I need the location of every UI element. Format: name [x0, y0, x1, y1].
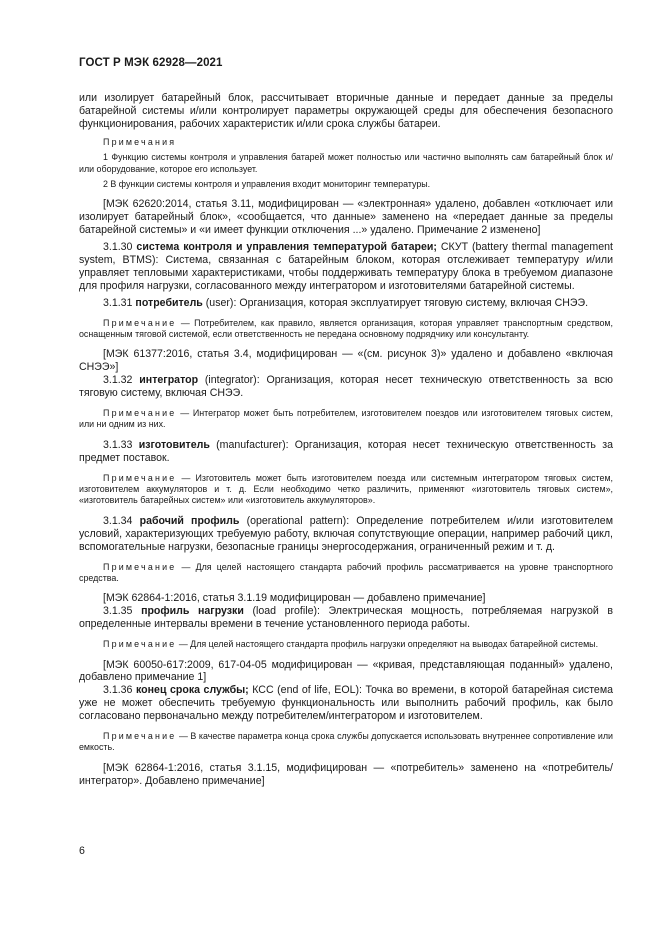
page-number: 6 [79, 845, 85, 857]
definition-text: (user): Организация, которая эксплуатирует тяговую систему, включая СНЭЭ. [205, 296, 589, 309]
definition-3-1-32 [79, 374, 613, 400]
notes-label: Примечания [103, 136, 177, 147]
note-3-1-31 [79, 318, 613, 341]
definition-3-1-33 [79, 439, 613, 465]
source-reference-3-1-34: [МЭК 62864-1:2016, статья 3.1.19 модифицирован — добавлено примечание] [103, 592, 486, 605]
definition-3-1-34 [79, 515, 613, 554]
note-3-1-35 [79, 639, 613, 650]
definition-text: (operational pattern): Определение потребителем и/или изготовителем условий, характеризующих требуемую работу, включая сопутствующие операции, например рабочий цикл, вспомогательные нагрузки, безопасные границы энергосодержания, ограниченный режим и т. д. [79, 514, 613, 553]
source-reference-3-1-36: [МЭК 62864-1:2016, статья 3.1.15, модифицирован — «потребитель» заменено на «потребитель/интегратор». Добавлено примечание] [79, 761, 613, 787]
definition-text: КСС (end of life, EOL): Точка во времени, в которой батарейная система уже не может обеспечить требуемую функциональность или выполнить рабочий профиль, как было согласовано первоначально между потребителем/интегратором и изготовителем. [79, 684, 613, 723]
note-3-1-32 [79, 408, 613, 431]
note-3-1-34 [79, 562, 613, 585]
note-label: Примечание [103, 561, 177, 572]
note-1: 1 Функцию системы контроля и управления батарей может полностью или частично выполнять сам батарейный блок и/или оборудование, которое его использует. [79, 152, 613, 174]
definition-number: 3.1.31 [103, 296, 133, 309]
definition-3-1-35 [79, 605, 613, 631]
note-label: Примечание [103, 731, 177, 742]
definition-term: потребитель [135, 296, 203, 309]
definition-number: 3.1.36 [103, 684, 133, 697]
definition-3-1-30 [79, 241, 613, 293]
definition-number: 3.1.32 [103, 374, 133, 387]
note-label: Примечание [103, 317, 177, 328]
note-3-1-36 [79, 731, 613, 754]
note-text: — Потребителем, как правило, является организация, которая управляет транспортным средством, оснащенным тяговой системой, если ответственность не передана основному подрядчику или консультанту. [79, 317, 614, 339]
definition-text: (integrator): Организация, которая несет техническую ответственность за всю тяговую систему, включая СНЭЭ. [79, 374, 613, 400]
document-header: ГОСТ Р МЭК 62928—2021 [79, 57, 223, 69]
note-text: — Для целей настоящего стандарта рабочий профиль рассматривается на уровне транспортного средства. [79, 561, 613, 583]
definition-number: 3.1.33 [103, 438, 133, 451]
definition-number: 3.1.35 [103, 605, 133, 618]
definition-text: (load profile): Электрическая мощность, потребляемая нагрузкой в определенные интервалы времени в течение установленного периода работы. [79, 605, 613, 631]
note-text: — Для целей настоящего стандарта профиль нагрузки определяют на выводах батарейной системы. [178, 639, 599, 650]
definition-term: профиль нагрузки [141, 605, 244, 618]
note-text: — Изготовитель может быть изготовителем поезда или системным интегратором тяговых систем, изготовителем аккумуляторов и т. д. Если необходимо четко различить, применяют «изготовитель тяговых систем», «изготовитель батарейных систем» или «изготовитель аккумуляторов». [79, 472, 614, 506]
source-reference-3-1-35: [МЭК 60050-617:2009, 617-04-05 модифицирован — «кривая, представляющая поданный» удалено, добавлено примечание 1] [79, 658, 613, 684]
definition-text: СКУТ (battery thermal management system, BTMS): Система, связанная с батарейным блоком, которая отслеживает температуру и/или управляет тепловыми характеристиками, чтобы поддерживать температуру блока в требуемом диапазоне для профиля нагрузки, согласованного между интегратором и изготовителями батарейной системы. [79, 241, 613, 292]
note-text: — Интегратор может быть потребителем, изготовителем поездов или изготовителем тяговых систем, или ни одним из них. [79, 408, 613, 430]
note-label: Примечание [103, 639, 177, 650]
definition-term: изготовитель [138, 438, 210, 451]
definition-3-1-31 [79, 297, 613, 310]
definition-number: 3.1.30 [103, 241, 133, 254]
note-text: — В качестве параметра конца срока службы допускается использовать внутреннее сопротивление или емкость. [79, 731, 613, 753]
paragraph-continuation: или изолирует батарейный блок, рассчитывает вторичные данные и передает данные за пределы батарейной системы и/или контролирует параметры окружающей среды для обеспечения безопасного функционирования, рабочих характеристик и/или срока службы батареи. [79, 92, 613, 130]
definition-3-1-36 [79, 684, 613, 723]
definition-term: интегратор [139, 374, 199, 387]
note-2: 2 В функции системы контроля и управления входит мониторинг температуры. [103, 178, 431, 189]
source-reference-3-1-31: [МЭК 61377:2016, статья 3.4, модифицирован — «(см. рисунок 3)» удалено и добавлено «включая СНЭЭ»] [79, 348, 613, 374]
definition-term: система контроля и управления температурой батареи; [136, 241, 437, 254]
definition-number: 3.1.34 [103, 514, 133, 527]
note-3-1-33 [79, 473, 613, 507]
note-label: Примечание [103, 408, 177, 419]
definition-term: конец срока службы; [136, 684, 249, 697]
source-reference-3129: [МЭК 62620:2014, статья 3.11, модифицирован — «электронная» удалено, добавлен «отключает или изолирует батарейный блок», «сообщается, что данные» заменено на «передает данные за пределы батарейной системы» и «и имеет функции отключения ...» удалено. Примечание 2 изменено] [79, 198, 613, 237]
document-body [79, 92, 613, 788]
definition-term: рабочий профиль [139, 514, 240, 527]
note-label: Примечание [103, 472, 177, 483]
definition-text: (manufacturer): Организация, которая несет техническую ответственность за предмет поставок. [79, 438, 613, 464]
